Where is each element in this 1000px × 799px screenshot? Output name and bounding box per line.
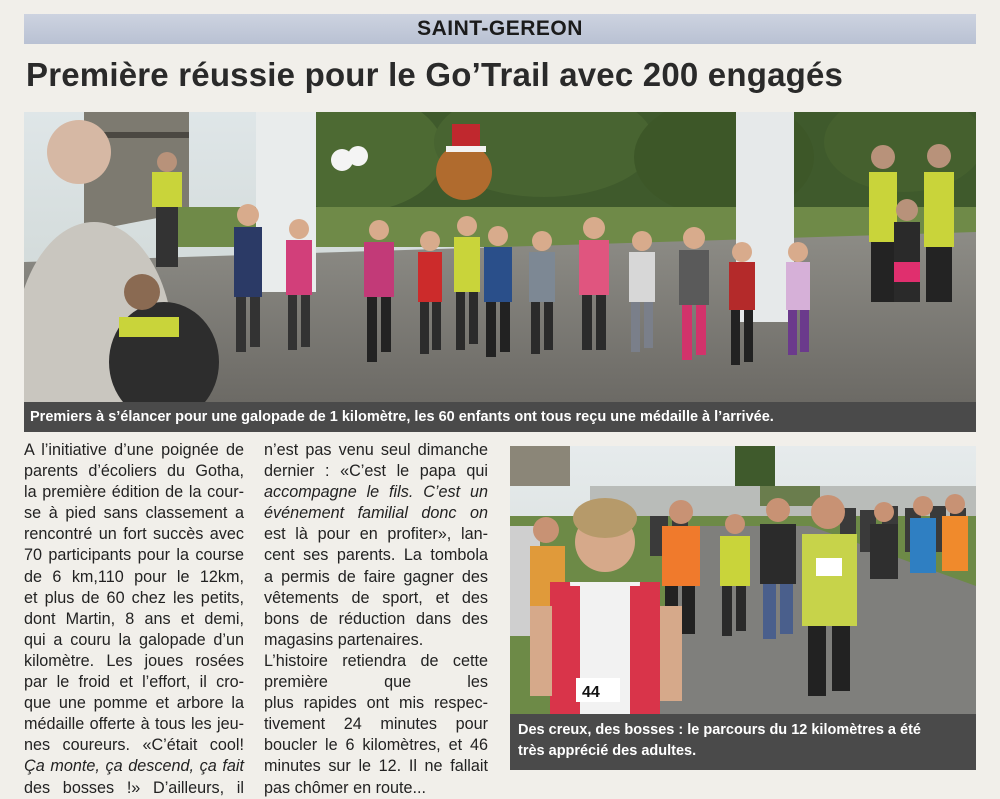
article-line: kilomètre. Les joues rosées <box>24 651 244 670</box>
article-line: médaille offerte à tous les jeu- <box>24 715 244 734</box>
photo1-caption: Premiers à s’élancer pour une galopade de 1 kilomètre, les 60 enfants ont tous reçu une médaille à l’arrivée. <box>24 402 976 432</box>
article-headline: Première réussie pour le Go’Trail avec 200 engagés <box>26 56 844 93</box>
article-line: L’histoire retiendra de cette <box>264 651 488 670</box>
article-line: A l’initiative d’une poignée de <box>24 441 244 459</box>
article-line: bons de réduction dans des <box>264 609 488 628</box>
article-line: a permis de faire gagner des <box>264 567 488 586</box>
article-column-1 <box>24 440 244 799</box>
article-line: est là pour en profiter», lan- <box>264 525 488 544</box>
article-line: dont Martin, 8 ans et demi, <box>24 609 244 628</box>
article-line: n’est pas venu seul dimanche <box>264 441 488 459</box>
article-line: minutes sur le 12. Il ne fallait <box>264 757 488 776</box>
article-line: de 6 km,110 pour le 12km, <box>24 567 244 586</box>
article-line: que une pomme et arbore la <box>24 694 244 713</box>
article-line: magasins partenaires. <box>264 630 424 649</box>
article-line: plus rapides ont mis respec- <box>264 694 488 713</box>
article-line: accompagne le fils. C’est un <box>264 483 488 502</box>
article-line: tivement 24 minutes pour <box>264 715 488 734</box>
article-line: Ça monte, ça descend, ça fait <box>24 757 244 776</box>
article-line: événement familial donc on <box>264 504 488 523</box>
article-line: pas chômer en route... <box>264 778 426 797</box>
article-column-2 <box>264 440 488 799</box>
bib-number: 44 <box>582 684 600 701</box>
article-line: première que les <box>264 673 488 692</box>
article-line: 70 participants pour la course <box>24 546 244 565</box>
section-title: SAINT-GEREON <box>417 17 583 40</box>
article-line: rencontré un fort succès avec <box>24 525 244 544</box>
article-line: vêtements de sport, et des <box>264 588 488 607</box>
photo2-caption-line: très apprécié des adultes. <box>518 743 697 759</box>
article-line: la première édition de la cour- <box>24 483 244 502</box>
article-line: nes coureurs. «C’était cool! <box>24 736 244 755</box>
article-line: cent ses parents. La tombola <box>264 546 488 565</box>
article-line: dernier : «C’est le papa qui <box>264 462 488 481</box>
article-line: parents d’écoliers du Gotha, <box>24 462 244 481</box>
article-line: boucler le 6 kilomètres, et 46 <box>264 736 488 755</box>
photo-children-race <box>24 112 976 402</box>
article-line: par le froid et l’effort, il cro- <box>24 673 244 692</box>
section-header <box>24 14 976 44</box>
article-line: des bosses !» D’ailleurs, il <box>24 778 244 797</box>
photo2-caption-line: Des creux, des bosses : le parcours du 12 kilomètres a été <box>518 722 921 738</box>
article-line: qui a couru la galopade d’un <box>24 630 244 649</box>
photo-adult-runners <box>510 446 976 714</box>
article-line: se à pied sans classement a <box>24 504 244 523</box>
article-line: et plus de 60 chez les petits, <box>24 588 244 607</box>
photo2-caption <box>510 714 976 770</box>
